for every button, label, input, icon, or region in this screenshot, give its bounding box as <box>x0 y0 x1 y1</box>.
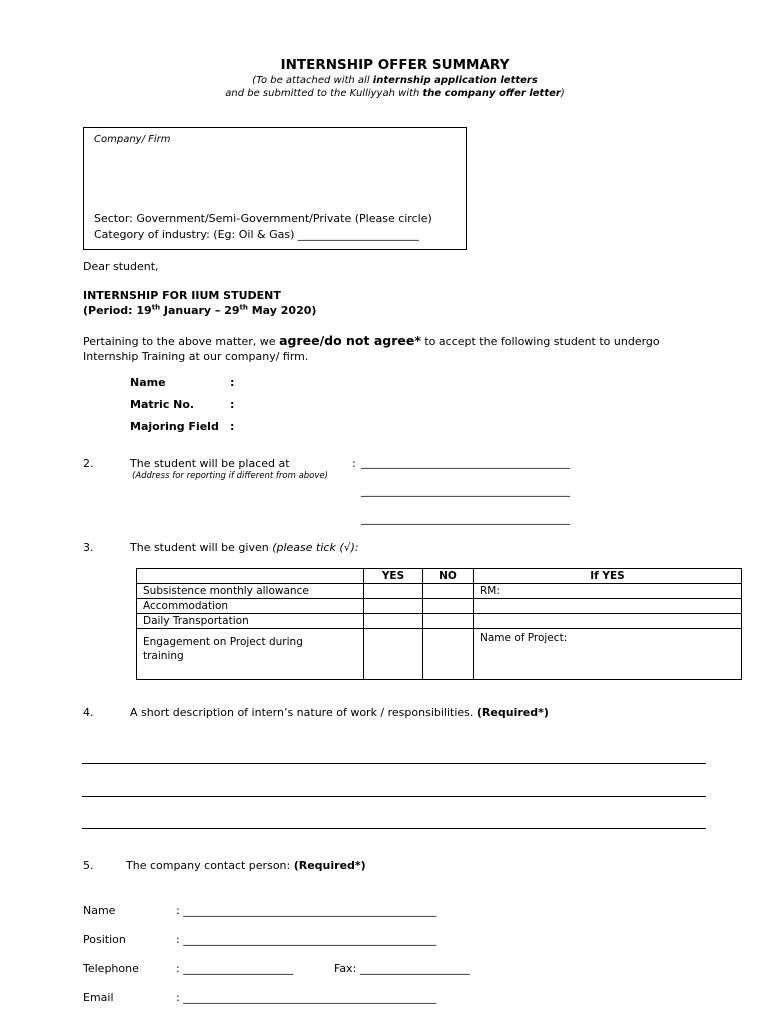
page-title: INTERNSHIP OFFER SUMMARY <box>280 57 510 73</box>
work-description-line-2[interactable] <box>82 796 706 797</box>
contact-fax-field[interactable]: Fax: ____________________ <box>334 962 470 975</box>
row-item: Subsistence monthly allowance <box>137 584 364 599</box>
placement-address-line-3[interactable]: ______________________________________ <box>361 512 570 525</box>
item-2-number: 2. <box>83 457 94 470</box>
industry-category-line: Category of industry: (Eg: Oil & Gas) ______________________ <box>94 228 419 241</box>
benefits-label: The student will be given (please tick (√): <box>130 541 359 554</box>
benefits-table <box>136 568 742 680</box>
placement-address-line-1[interactable]: ______________________________________ <box>361 456 570 469</box>
work-description-label: A short description of intern’s nature of work / responsibilities. (Required*) <box>130 706 549 719</box>
company-info-box[interactable] <box>83 127 467 250</box>
table-row <box>137 629 742 680</box>
contact-email-label: Email <box>83 991 114 1004</box>
project-yes-cell[interactable] <box>364 629 423 680</box>
accommodation-no-cell[interactable] <box>423 599 474 614</box>
accommodation-yes-cell[interactable] <box>364 599 423 614</box>
row-item: Accommodation <box>137 599 364 614</box>
subtitle-line-1: (To be attached with all internship application letters <box>252 75 538 86</box>
contact-position-field[interactable]: : ______________________________________________ <box>176 933 437 946</box>
transport-ifyes-cell[interactable] <box>474 614 742 629</box>
section-heading: INTERNSHIP FOR IIUM STUDENT <box>83 289 281 302</box>
majoring-field-colon: : <box>230 420 235 433</box>
student-name-colon: : <box>230 376 235 389</box>
placement-note: (Address for reporting if different from above) <box>132 471 328 481</box>
contact-name-field[interactable]: : ______________________________________________ <box>176 904 437 917</box>
project-ifyes-cell[interactable]: Name of Project: <box>474 629 742 680</box>
item-3-number: 3. <box>83 541 94 554</box>
matric-no-colon: : <box>230 398 235 411</box>
matric-no-label: Matric No. <box>130 398 195 411</box>
intro-line-1: Pertaining to the above matter, we agree/do not agree* to accept the following student to undergo <box>83 333 660 348</box>
contact-person-label: The company contact person: (Required*) <box>126 859 366 872</box>
company-firm-label: Company/ Firm <box>94 134 171 145</box>
greeting: Dear student, <box>83 260 159 273</box>
subtitle-line-2: and be submitted to the Kulliyyah with the company offer letter) <box>225 88 565 99</box>
allowance-yes-cell[interactable] <box>364 584 423 599</box>
table-header-row <box>137 569 742 584</box>
row-item: Daily Transportation <box>137 614 364 629</box>
table-row <box>137 614 742 629</box>
agree-option[interactable]: agree/do not agree* <box>279 333 421 348</box>
intro-line-2: Internship Training at our company/ firm. <box>83 350 309 363</box>
header-yes: YES <box>364 569 423 584</box>
header-no: NO <box>423 569 474 584</box>
sector-line: Sector: Government/Semi-Government/Private (Please circle) <box>94 212 432 225</box>
allowance-ifyes-cell[interactable]: RM: <box>474 584 742 599</box>
contact-email-field[interactable]: : ______________________________________________ <box>176 991 437 1004</box>
header-if-yes: If YES <box>474 569 742 584</box>
transport-yes-cell[interactable] <box>364 614 423 629</box>
header-item <box>137 569 364 584</box>
contact-telephone-field[interactable]: : ____________________ <box>176 962 294 975</box>
transport-no-cell[interactable] <box>423 614 474 629</box>
item-5-number: 5. <box>83 859 94 872</box>
contact-position-label: Position <box>83 933 126 946</box>
allowance-no-cell[interactable] <box>423 584 474 599</box>
item-4-number: 4. <box>83 706 94 719</box>
majoring-field-label: Majoring Field <box>130 420 219 433</box>
table-row <box>137 584 742 599</box>
project-no-cell[interactable] <box>423 629 474 680</box>
row-item: Engagement on Project during training <box>137 629 364 680</box>
placement-colon: : <box>352 457 356 470</box>
table-row <box>137 599 742 614</box>
placement-label: The student will be placed at <box>130 457 290 470</box>
accommodation-ifyes-cell[interactable] <box>474 599 742 614</box>
work-description-line-3[interactable] <box>82 828 706 829</box>
work-description-line-1[interactable] <box>82 763 706 764</box>
contact-telephone-label: Telephone <box>83 962 139 975</box>
internship-period: (Period: 19th January – 29th May 2020) <box>83 303 317 317</box>
contact-name-label: Name <box>83 904 116 917</box>
placement-address-line-2[interactable]: ______________________________________ <box>361 484 570 497</box>
student-name-label: Name <box>130 376 166 389</box>
